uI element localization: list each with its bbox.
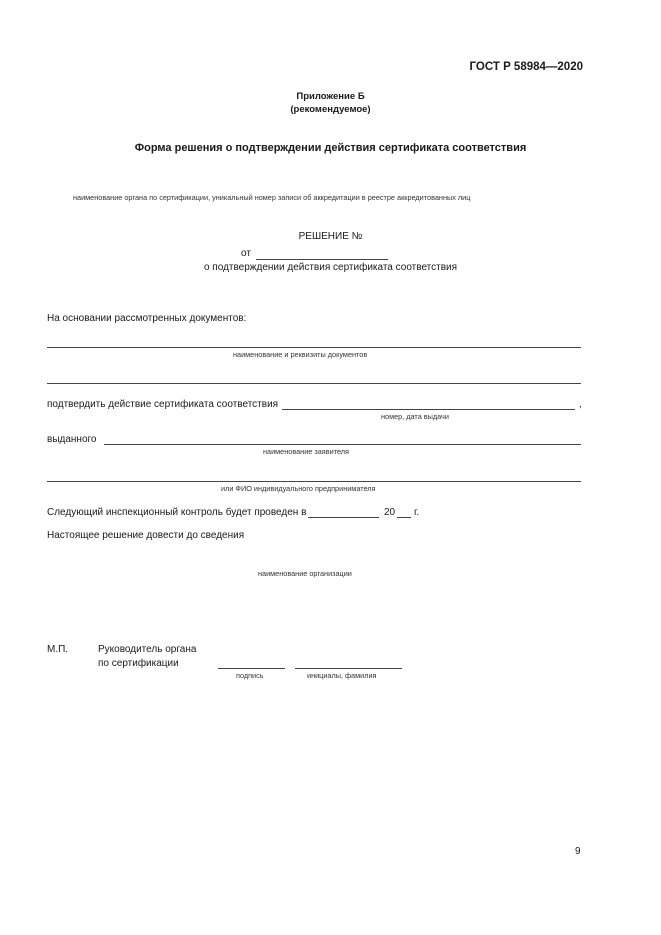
decision-subject: о подтверждении действия сертификата соответствия — [203, 262, 458, 273]
page-number: 9 — [575, 846, 581, 857]
inspection-year-prefix: 20 — [384, 507, 396, 518]
applicant-line-2 — [47, 481, 581, 482]
appendix-title: Приложение Б — [296, 91, 365, 102]
certificate-line — [282, 409, 575, 410]
head-title-line1: Руководитель органа — [98, 644, 197, 655]
notify-caption: наименование организации — [258, 569, 352, 578]
decision-date-prefix: от — [241, 248, 251, 259]
head-title-line2: по сертификации — [98, 658, 179, 669]
signature-line — [218, 668, 285, 669]
signature-caption: подпись — [236, 671, 264, 680]
standard-number: ГОСТ Р 58984—2020 — [469, 61, 583, 73]
basis-caption: наименование и реквизиты документов — [233, 350, 368, 359]
applicant-caption: наименование заявителя — [263, 447, 349, 456]
issued-label: выданного — [47, 434, 97, 445]
name-caption: инициалы, фамилия — [307, 671, 377, 680]
confirm-comma: , — [579, 399, 582, 410]
decision-date-line — [256, 259, 388, 260]
notify-label: Настоящее решение довести до сведения — [47, 530, 245, 541]
inspection-year-suffix: г. — [414, 507, 420, 518]
certificate-caption: номер, дата выдачи — [381, 412, 449, 421]
inspection-prefix: Следующий инспекционный контроль будет проведен в — [47, 507, 307, 518]
form-title: Форма решения о подтверждении действия сертификата соответствия — [134, 142, 527, 154]
inspection-month-line — [308, 517, 379, 518]
applicant-line — [104, 444, 581, 445]
basis-label: На основании рассмотренных документов: — [47, 313, 247, 324]
basis-line — [47, 347, 581, 348]
decision-heading: РЕШЕНИЕ № — [298, 231, 363, 242]
entrepreneur-caption: или ФИО индивидуального предпринимателя — [221, 484, 376, 493]
appendix-status: (рекомендуемое) — [290, 104, 371, 115]
inspection-year-line — [397, 517, 411, 518]
organ-caption: наименование органа по сертификации, уникальный номер записи об аккредитации в реестре аккредитованных лиц — [73, 193, 471, 202]
stamp-label: М.П. — [47, 644, 69, 655]
name-line — [295, 668, 402, 669]
basis-line-2 — [47, 383, 581, 384]
confirm-label: подтвердить действие сертификата соответствия — [47, 399, 279, 410]
